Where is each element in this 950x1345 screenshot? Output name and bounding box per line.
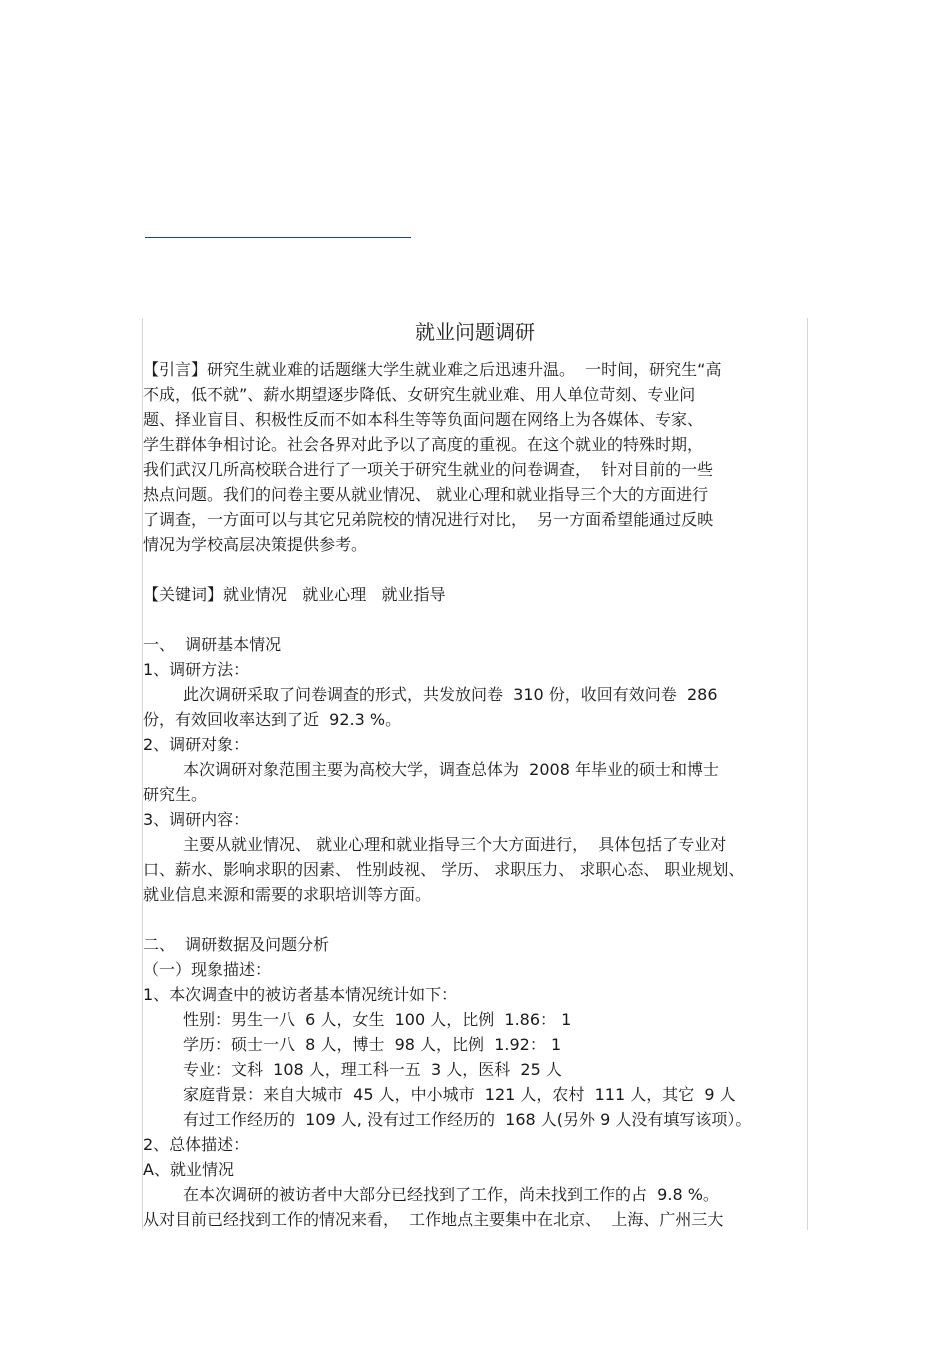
body-line: 本次调研对象范围主要为高校大学，调查总体为 2008 年毕业的硕士和博士 [183,760,719,779]
intro-line: 学生群体争相讨论。社会各界对此予以了高度的重视。在这个就业的特殊时期， [143,435,704,454]
stat-line: 学历：硕士一八 8 人，博士 98 人，比例 1.92： 1 [183,1035,562,1054]
body-line: 份，有效回收率达到了近 92.3 %。 [143,710,402,729]
body-line: 此次调研采取了问卷调查的形式，共发放问卷 310 份，收回有效问卷 286 [183,685,718,704]
intro-line: 【引言】研究生就业难的话题继大学生就业难之后迅速升温。 一时间，研究生“高 [143,360,722,379]
subsection-heading: 1、本次调查中的被访者基本情况统计如下： [143,985,458,1004]
body-line: 就业信息来源和需要的求职培训等方面。 [143,885,432,904]
subsection-heading: 3、调研内容： [143,810,250,829]
body-line: 从对目前已经找到工作的情况来看， 工作地点主要集中在北京、 上海、广州三大 [143,1210,724,1229]
body-line: 主要从就业情况、 就业心理和就业指导三个大方面进行， 具体包括了专业对 [183,835,727,854]
stat-line: 专业：文科 108 人，理工科一五 3 人，医科 25 人 [183,1060,562,1079]
keywords-line: 【关键词】就业情况 就业心理 就业指导 [143,585,446,604]
body-line: 研究生。 [143,785,208,804]
subsection-heading: A、就业情况 [143,1160,234,1179]
intro-line: 情况为学校高层决策提供参考。 [143,535,368,554]
subsection-heading: 2、总体描述： [143,1135,250,1154]
section-heading: 一、 调研基本情况 [143,635,282,654]
subsection-heading: （一）现象描述： [143,960,272,979]
intro-line: 我们武汉几所高校联合进行了一项关于研究生就业的问卷调查， 针对目前的一些 [143,460,714,479]
stat-line: 家庭背景：来自大城市 45 人，中小城市 121 人，农村 111 人，其它 9 人 [183,1085,736,1104]
header-rule [145,237,411,238]
intro-line: 了调查，一方面可以与其它兄弟院校的情况进行对比， 另一方面希望能通过反映 [143,510,714,529]
subsection-heading: 1、调研方法： [143,660,250,679]
body-line: 在本次调研的被访者中大部分已经找到了工作，尚未找到工作的占 9.8 %。 [183,1185,719,1204]
stat-line: 有过工作经历的 109 人, 没有过工作经历的 168 人(另外 9 人没有填写该项）。 [183,1110,752,1129]
subsection-heading: 2、调研对象： [143,735,250,754]
intro-line: 不成，低不就”、薪水期望逐步降低、女研究生就业难、用人单位苛刻、专业问 [143,385,696,404]
intro-line: 热点问题。我们的问卷主要从就业情况、 就业心理和就业指导三个大的方面进行 [143,485,709,504]
body-line: 口、薪水、影响求职的因素、 性别歧视、 学历、 求职压力、 求职心态、 职业规划、 [143,860,745,879]
document-title: 就业问题调研 [415,320,535,344]
intro-line: 题、择业盲目、积极性反而不如本科生等等负面问题在网络上为各媒体、专家、 [143,410,704,429]
section-heading: 二、 调研数据及问题分析 [143,935,330,954]
stat-line: 性别：男生一八 6 人，女生 100 人，比例 1.86： 1 [183,1010,572,1029]
